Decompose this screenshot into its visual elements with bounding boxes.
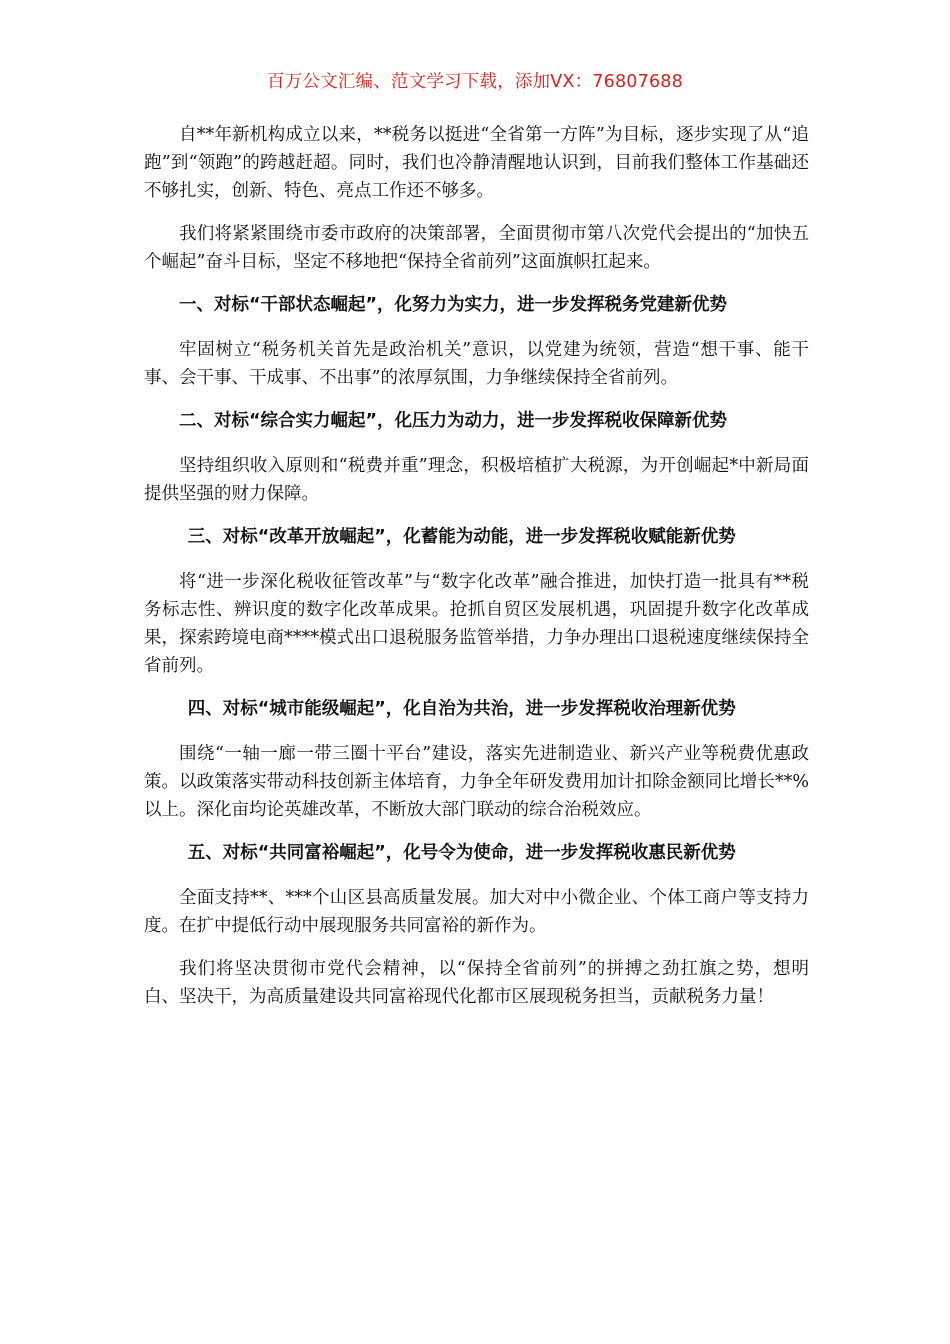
section-paragraph-3: 将“进一步深化税收征管改革”与“数字化改革”融合推进，加快打造一批具有**税务标志性、辨识度的数字化改革成果。抢抓自贸区发展机遇，巩固提升数字化改革成果，探索跨境电商****模式出口退税服务监管举措，力争办理出口退税速度继续保持全省前列。 (144, 572, 809, 676)
section-paragraph-4: 围绕“一轴一廊一带三圈十平台”建设，落实先进制造业、新兴产业等税费优惠政策。以政策落实带动科技创新主体培育，力争全年研发费用加计扣除金额同比增长**%以上。深化亩均论英雄改革，不断放大部门联动的综合治税效应。 (144, 744, 809, 820)
section-paragraph-5: 全面支持**、***个山区县高质量发展。加大对中小微企业、个体工商户等支持力度。在扩中提低行动中展现服务共同富裕的新作为。 (144, 888, 809, 936)
section-heading-5: 五、对标“共同富裕崛起”，化号令为使命，进一步发挥税收惠民新优势 (187, 843, 736, 863)
section-heading-4: 四、对标“城市能级崛起”，化自治为共治，进一步发挥税收治理新优势 (187, 699, 736, 719)
section-heading-2: 二、对标“综合实力崛起”，化压力为动力，进一步发挥税收保障新优势 (179, 411, 728, 431)
closing-paragraph: 我们将坚决贯彻市党代会精神，以“保持全省前列”的拼搏之劲扛旗之势，想明白、坚决干，为高质量建设共同富裕现代化都市区展现税务担当，贡献税务力量！ (144, 959, 809, 1007)
document-body (144, 121, 809, 1026)
intro-paragraph: 我们将紧紧围绕市委市政府的决策部署，全面贯彻市第八次党代会提出的“加快五个崛起”奋斗目标，坚定不移地把“保持全省前列”这面旗帜扛起来。 (144, 224, 809, 272)
section-paragraph-2: 坚持组织收入原则和“税费并重”理念，积极培植扩大税源，为开创崛起*中新局面提供坚强的财力保障。 (144, 456, 809, 504)
watermark-header: 百万公文汇编、范文学习下载，添加VX：76807688 (267, 72, 683, 92)
section-paragraph-1: 牢固树立“税务机关首先是政治机关”意识，以党建为统领，营造“想干事、能干事、会干事、干成事、不出事”的浓厚氛围，力争继续保持全省前列。 (144, 340, 809, 388)
section-heading-3: 三、对标“改革开放崛起”，化蓄能为动能，进一步发挥税收赋能新优势 (187, 527, 736, 547)
intro-paragraph: 自**年新机构成立以来，**税务以挺进“全省第一方阵”为目标，逐步实现了从“追跑”到“领跑”的跨越赶超。同时，我们也冷静清醒地认识到，目前我们整体工作基础还不够扎实，创新、特色、亮点工作还不够多。 (144, 125, 809, 201)
section-heading-1: 一、对标“干部状态崛起”，化努力为实力，进一步发挥税务党建新优势 (179, 295, 728, 315)
